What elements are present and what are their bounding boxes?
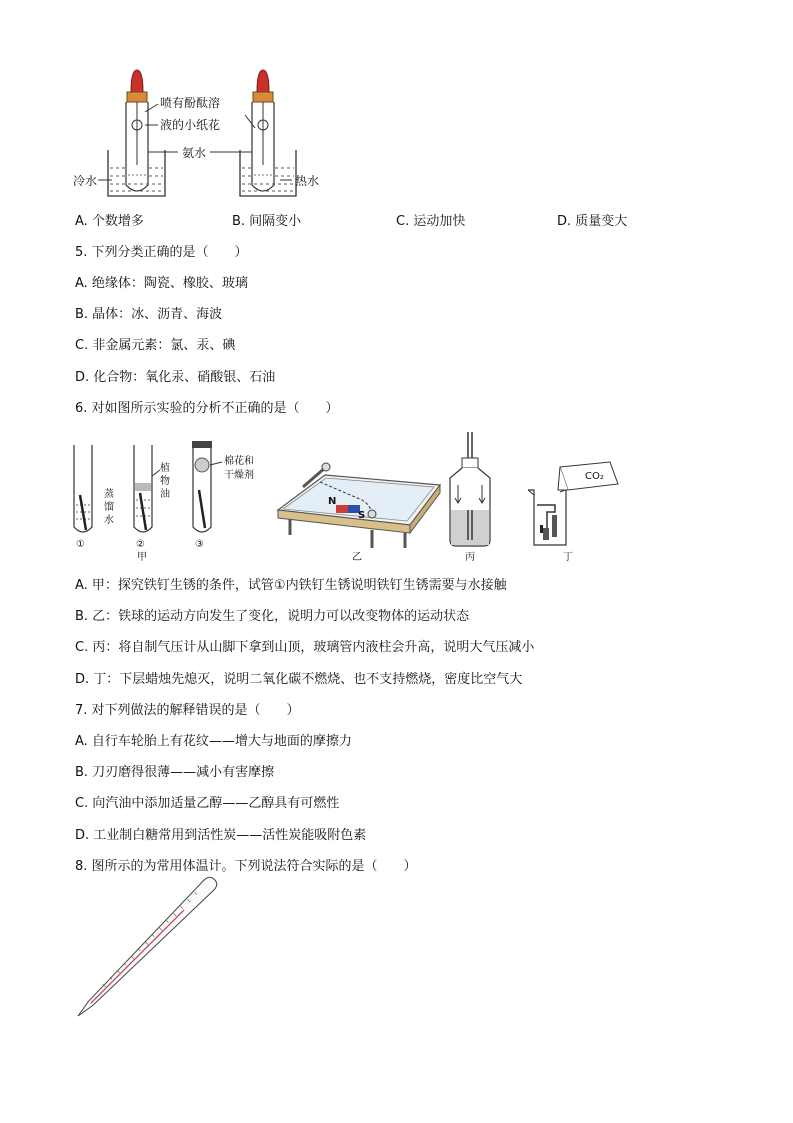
q6-stem: 6. 对如图所示实验的分析不正确的是（ ） [75,401,339,416]
distilled-water-label: 蒸馏水 [104,489,114,526]
jia-label: 甲 [137,552,147,563]
q8-stem: 8. 图所示的为常用体温计。下列说法符合实际的是（ ） [75,859,417,874]
desiccant-label-line2: 干燥剂 [224,470,254,481]
q6-option-a: A. 甲：探究铁钉生锈的条件，试管①内铁钉生锈说明铁钉生锈需要与水接触 [75,578,507,593]
q7-option-a: A. 自行车轮胎上有花纹——增大与地面的摩擦力 [75,734,352,749]
q5-stem: 5. 下列分类正确的是（ ） [75,245,248,260]
q6-option-c: C. 丙：将自制气压计从山脚下拿到山顶，玻璃管内液柱会升高，说明大气压减小 [75,640,535,655]
tube-3-label: ③ [195,539,204,550]
ding-label: 丁 [563,552,573,563]
magnet-n-label: N [328,496,337,507]
q7-stem: 7. 对下列做法的解释错误的是（ ） [75,703,300,718]
q4-option-b: B. 间隔变小 [232,214,302,229]
q5-option-a: A. 绝缘体：陶瓷、橡胶、玻璃 [75,276,248,291]
bing-label: 丙 [465,552,475,563]
q7-option-b: B. 刀刃磨得很薄——减小有害摩擦 [75,765,275,780]
magnet-s-label: S [358,510,366,521]
ammonia-label: 氨水 [182,146,207,160]
q7-option-c: C. 向汽油中添加适量乙醇——乙醇具有可燃性 [75,796,340,811]
hot-water-label: 热水 [295,174,320,188]
co2-label: CO₂ [585,471,604,482]
q4-option-c: C. 运动加快 [396,214,466,229]
tube-1-label: ① [76,539,85,550]
flower-label-line2: 液的小纸花 [160,118,221,132]
q4-option-a: A. 个数增多 [75,214,144,229]
tube-2-label: ② [136,539,145,550]
q6-option-d: D. 丁：下层蜡烛先熄灭，说明二氧化碳不燃烧、也不支持燃烧，密度比空气大 [75,672,523,687]
q6-option-b: B. 乙：铁球的运动方向发生了变化，说明力可以改变物体的运动状态 [75,609,470,624]
cotton-label-line1: 棉花和 [224,456,254,467]
plant-oil-label: 植物油 [160,463,170,500]
yi-label: 乙 [352,552,362,563]
q5-option-d: D. 化合物：氧化汞、硝酸银、石油 [75,370,276,385]
cold-water-label: 冷水 [73,174,98,188]
q5-option-b: B. 晶体：冰、沥青、海波 [75,307,223,322]
q5-option-c: C. 非金属元素：氯、汞、碘 [75,338,236,353]
q4-option-d: D. 质量变大 [557,214,628,229]
flower-label-line1: 喷有酚酞溶 [160,96,221,110]
q7-option-d: D. 工业制白糖常用到活性炭——活性炭能吸附色素 [75,828,367,843]
